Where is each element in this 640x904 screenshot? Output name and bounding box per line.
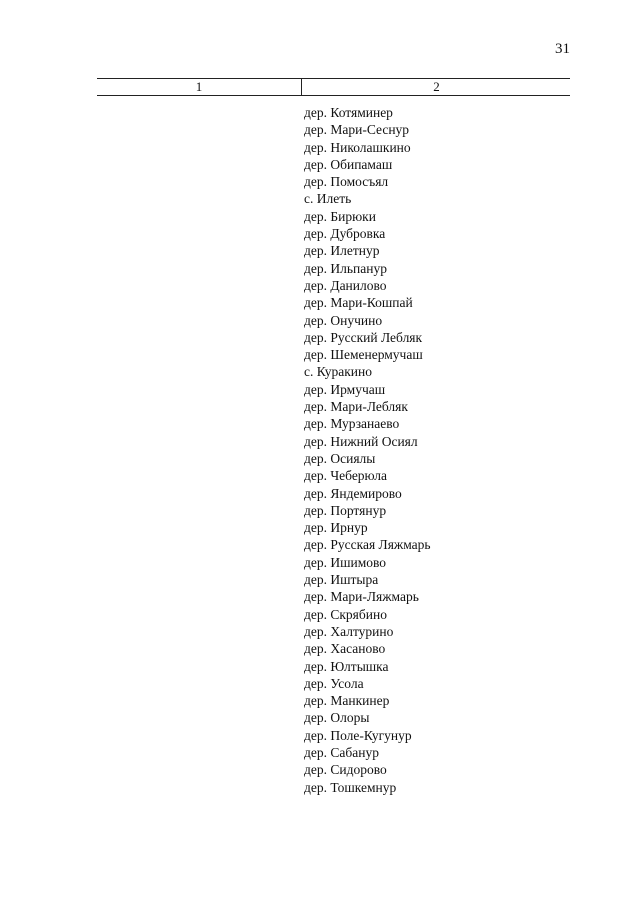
- list-item: дер. Русский Лебляк: [304, 329, 423, 345]
- column-header-2: 2: [301, 79, 571, 95]
- list-item: дер. Мари-Сеснур: [304, 122, 410, 138]
- list-item: дер. Хасаново: [304, 641, 386, 657]
- settlement-list: [304, 104, 431, 796]
- list-item: дер. Котяминер: [304, 105, 393, 120]
- list-item: дер. Юлтышка: [304, 658, 389, 674]
- table-header-row: [97, 78, 570, 96]
- list-item: дер. Мари-Ляжмарь: [304, 589, 419, 605]
- list-item: дер. Ишимово: [304, 554, 387, 570]
- list-item: дер. Портянур: [304, 502, 387, 518]
- list-item: дер. Чеберюла: [304, 468, 388, 484]
- list-item: дер. Мурзанаево: [304, 416, 400, 432]
- list-item: дер. Олоры: [304, 710, 370, 726]
- list-item: дер. Иштыра: [304, 572, 379, 588]
- list-item: дер. Данилово: [304, 277, 387, 293]
- list-item: дер. Бирюки: [304, 208, 376, 224]
- list-item: дер. Халтурино: [304, 623, 394, 639]
- list-item: дер. Сабанур: [304, 744, 379, 760]
- list-item: дер. Скрябино: [304, 606, 387, 622]
- list-item: дер. Яндемирово: [304, 485, 402, 501]
- list-item: дер. Русская Ляжмарь: [304, 537, 431, 553]
- list-item: дер. Помосъял: [304, 174, 389, 190]
- list-item: дер. Мари-Лебляк: [304, 399, 408, 415]
- list-item: дер. Тошкемнур: [304, 779, 397, 795]
- list-item: дер. Осиялы: [304, 450, 376, 466]
- list-item: дер. Ильпанур: [304, 260, 387, 276]
- list-item: с. Куракино: [304, 364, 372, 380]
- column-header-1: 1: [195, 79, 203, 94]
- list-item: дер. Усола: [304, 675, 364, 691]
- list-item: дер. Поле-Кугунур: [304, 727, 412, 743]
- settlements-table: [97, 78, 570, 96]
- list-item: дер. Ирмучаш: [304, 381, 386, 397]
- list-item: дер. Ирнур: [304, 520, 368, 536]
- list-item: дер. Обипамаш: [304, 156, 393, 172]
- list-item: дер. Манкинер: [304, 693, 390, 709]
- list-item: дер. Нижний Осиял: [304, 433, 418, 449]
- list-item: дер. Дубровка: [304, 226, 386, 242]
- page-number: 31: [555, 41, 570, 57]
- list-item: дер. Онучино: [304, 312, 383, 328]
- list-item: дер. Сидорово: [304, 762, 387, 778]
- list-item: дер. Мари-Кошпай: [304, 295, 413, 311]
- list-item: дер. Шеменермучаш: [304, 347, 423, 363]
- list-item: дер. Илетнур: [304, 243, 380, 259]
- list-item: с. Илеть: [304, 191, 352, 207]
- list-item: дер. Николашкино: [304, 139, 411, 155]
